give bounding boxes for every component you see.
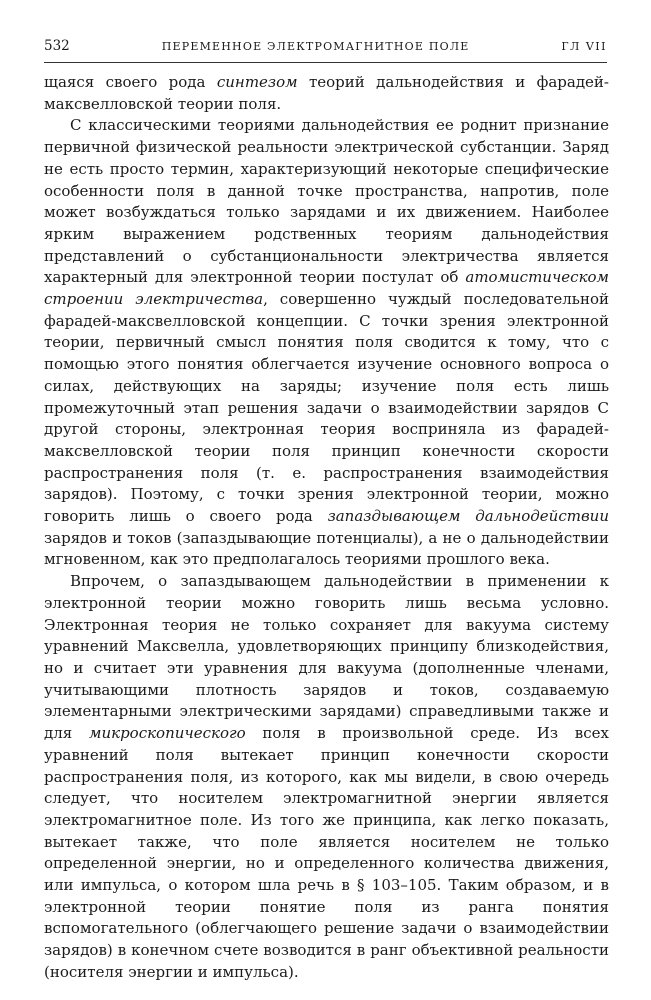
- text-segment: поля в произвольной среде. Из всех уравнений поля вытекает принцип конечности скорости распространения поля, из которого, как мы видели, в свою очередь следует, что носителем электромагнитной энергии является электромагнитное поле. Из того же принципа, как легко показать, вытекает также, что поле является носителем не только определенной энергии, но и определенного количества движения, или импульса, о котором шла речь в § 103–105. Таким образом, и в электронной теории понятие поля из ранга понятия вспомогательного (облегчающего решение задачи о взаимодействии зарядов) в конечном счете возводится в ранг объективной реальности (носителя энергии и импульса).: [44, 724, 609, 981]
- italic-term: запаздывающем дальнодействии: [327, 507, 609, 526]
- paragraph: [44, 571, 609, 983]
- chapter-label: ГЛ VII: [561, 40, 607, 53]
- italic-term: атомистическом строении электричества: [44, 268, 609, 309]
- paragraph: [44, 72, 609, 115]
- running-header: [44, 38, 607, 54]
- text-segment: С классическими теориями дальнодействия ее роднит признание первичной физической реальности электрической субстанции. Заряд не есть просто термин, характеризующий некоторые специфические особенности поля в данной точке пространства, напротив, поле может возбуждаться только зарядами и их движением. Наиболее ярким выражением родственных теориям дальнодействия представлений о субстанциональности электричества является характерный для электронной теории постулат об: [44, 116, 609, 287]
- body-text: [44, 72, 609, 984]
- text-segment: зарядов и токов (запаздывающие потенциалы), а не о дальнодействии мгновенном, как это предполагалось теориями прошлого века.: [44, 528, 609, 569]
- italic-term: синтезом: [216, 73, 298, 91]
- text-segment: Впрочем, о запаздывающем дальнодействии в применении к электронной теории можно говорить лишь весьма условно. Электронная теория не только сохраняет для вакуума систему уравнений Максвелла, удовлетворяющих принципу близкодействия, но и считает эти уравнения для вакуума (дополненные членами, учитывающими плотность зарядов и токов, создаваемую элементарными электрическими зарядами) справедливыми также и для: [44, 572, 609, 743]
- italic-term: микроскопического: [89, 724, 246, 743]
- text-segment: щаяся своего рода: [44, 73, 217, 91]
- text-segment: теорий дальнодействия и фарадей-максвелловской теории поля.: [44, 73, 609, 113]
- page-number: 532: [44, 38, 70, 54]
- running-title: ПЕРЕМЕННОЕ ЭЛЕКТРОМАГНИТНОЕ ПОЛЕ: [161, 40, 470, 53]
- text-segment: , совершенно чуждый последовательной фарадей-максвелловской концепции. С точки зрения электронной теории, первичный смысл понятия поля сводится к тому, что с помощью этого понятия облегчается изучение основного вопроса о силах, действующих на заряды; изучение поля есть лишь промежуточный этап решения задачи о взаимодействии зарядов С другой стороны, электронная теория восприняла из фарадей-максвелловской теории поля принцип конечности скорости распространения поля (т. е. распространения взаимодействия зарядов). Поэтому, с точки зрения электронной теории, можно говорить лишь о своего рода: [44, 290, 610, 526]
- paragraph: [44, 115, 609, 571]
- header-rule: [44, 62, 607, 63]
